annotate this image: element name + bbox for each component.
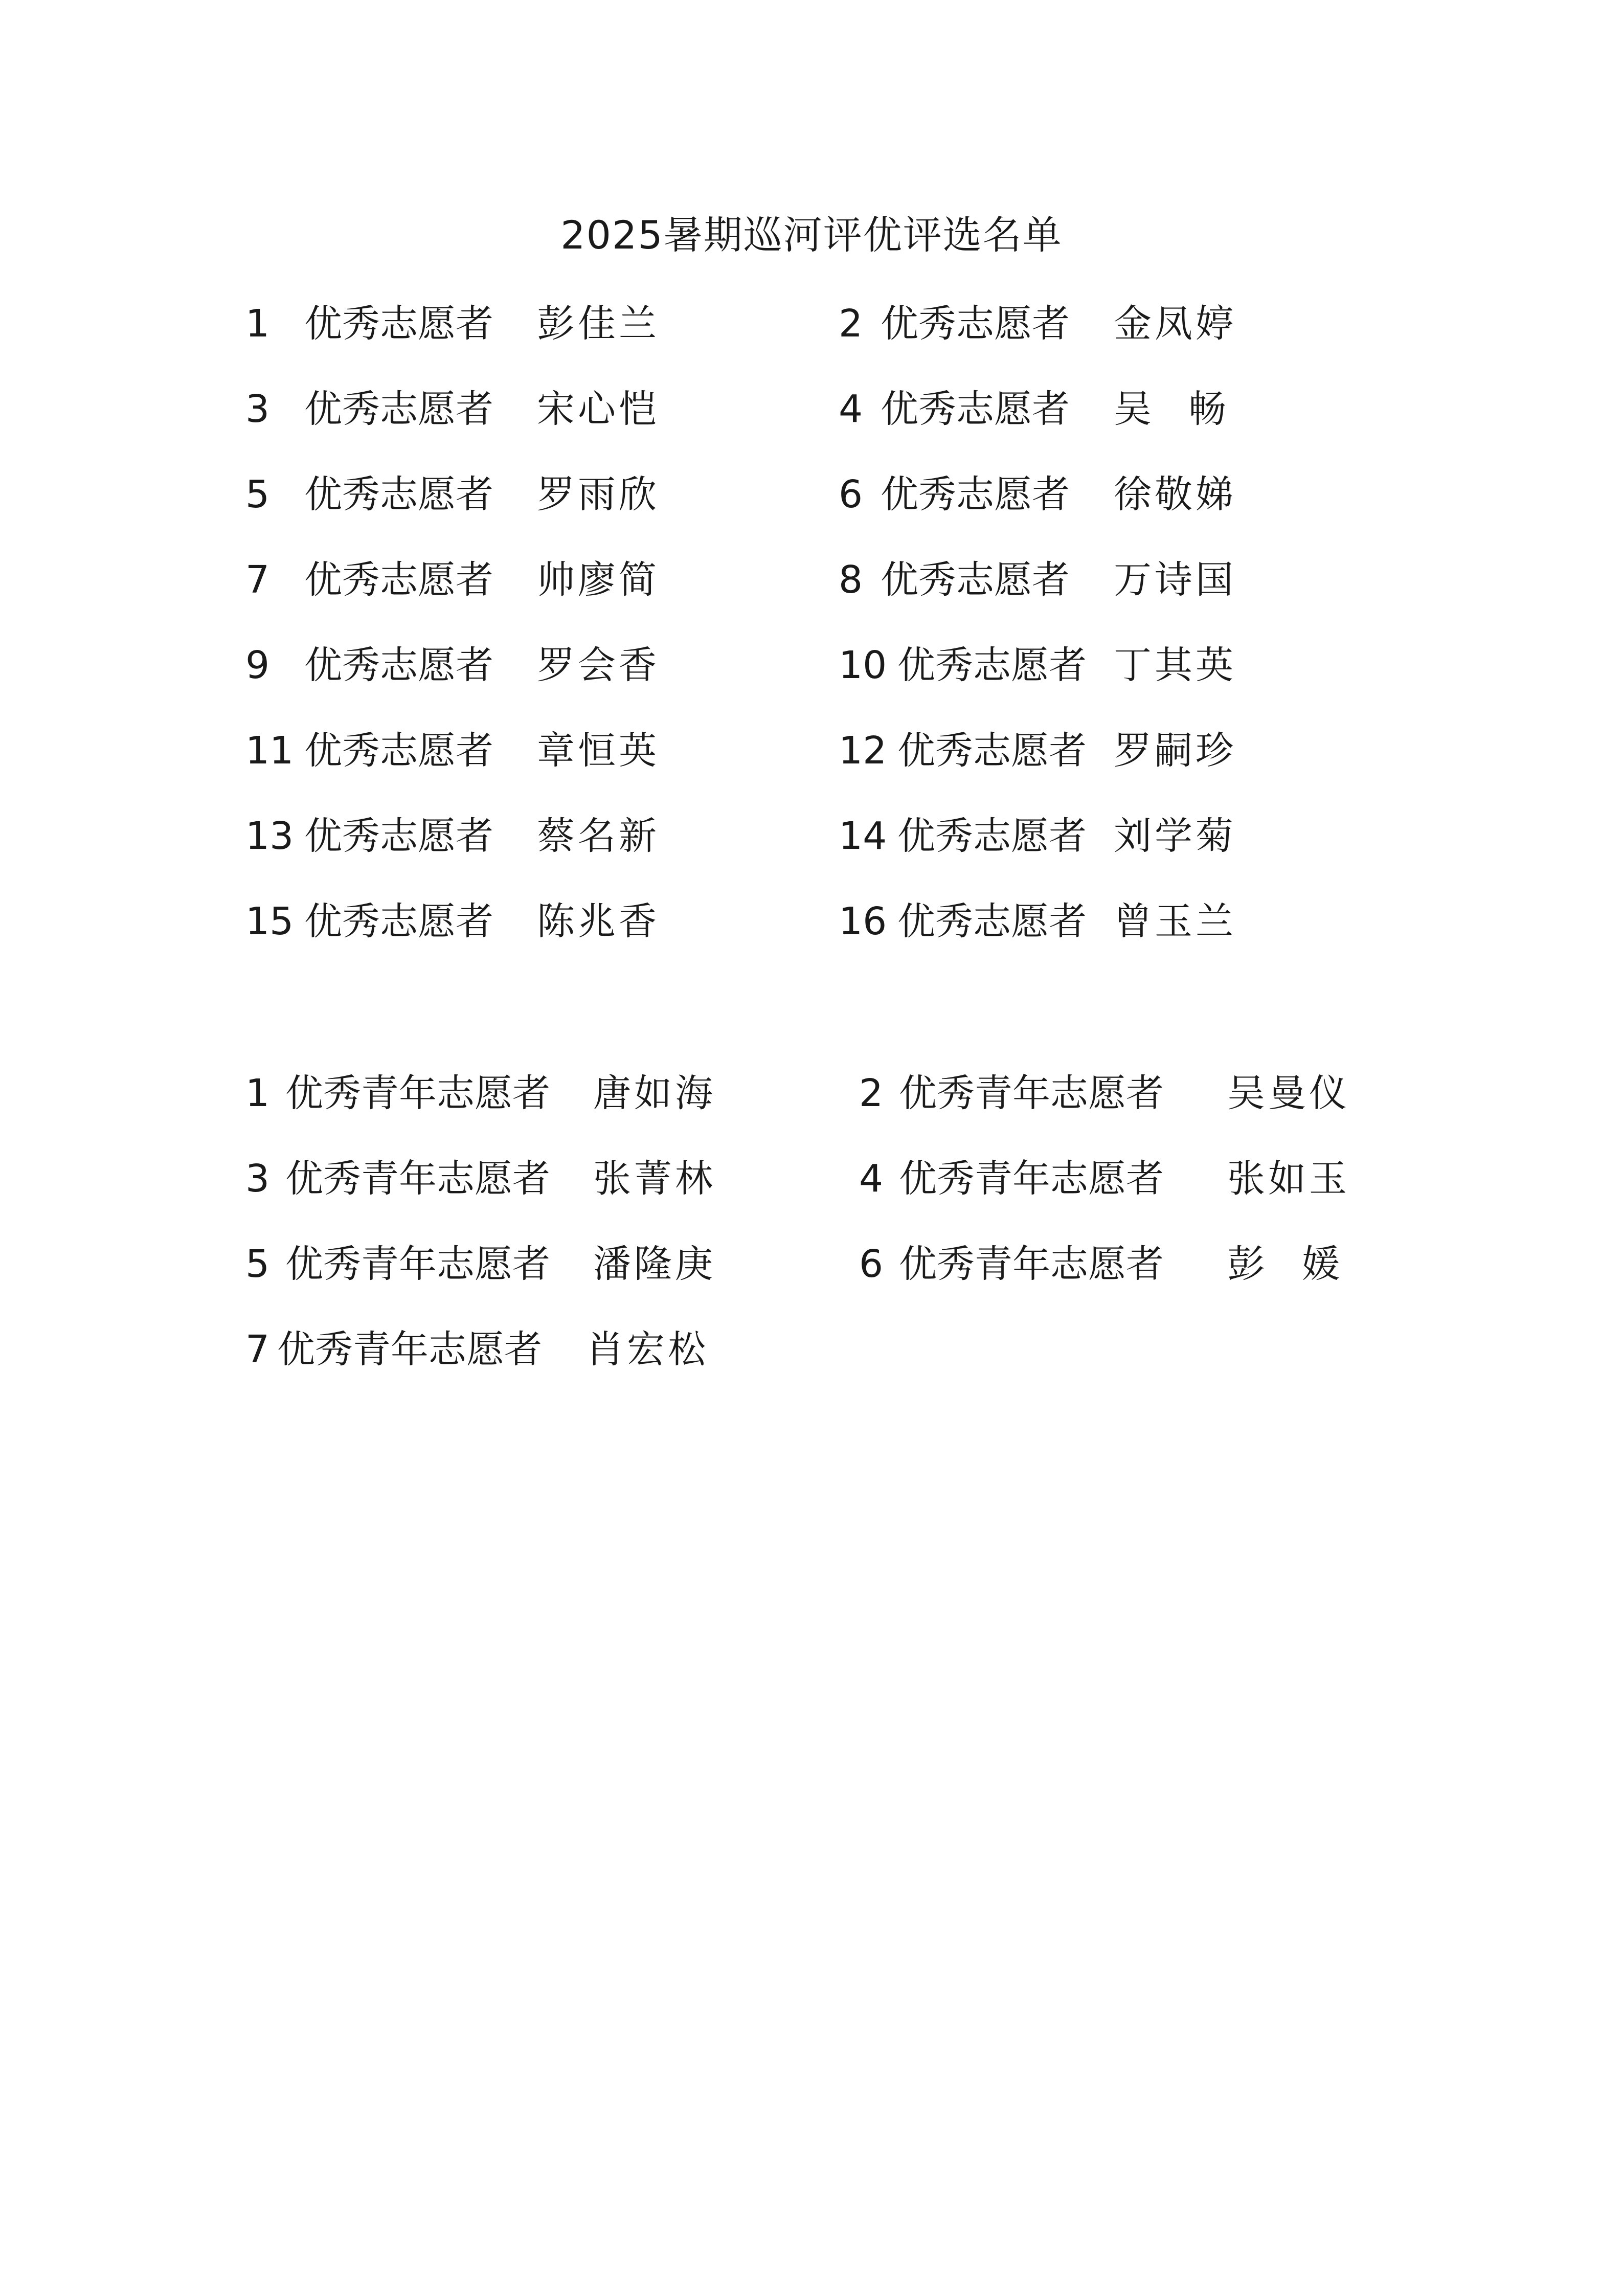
item-number: 3 [245,1157,270,1201]
item-award: 优秀志愿者 [881,302,1070,346]
item-name: 蔡名新 [537,814,660,858]
item-award: 优秀志愿者 [304,643,493,687]
item-number: 4 [859,1157,884,1201]
item-name: 丁其英 [1114,643,1236,687]
item-number: 15 [245,899,294,943]
item-name: 罗会香 [537,643,660,687]
item-name: 张菁林 [593,1157,716,1201]
item-number: 13 [245,814,294,858]
item-award: 优秀志愿者 [304,899,493,943]
item-number: 3 [245,387,270,431]
item-number: 10 [839,643,887,687]
item-name: 彭佳兰 [537,302,660,346]
item-award: 优秀志愿者 [304,302,493,346]
item-name: 帅廖简 [537,558,660,602]
item-name: 彭媛 [1227,1242,1377,1286]
item-number: 2 [859,1071,884,1115]
item-name: 金凤婷 [1114,302,1236,346]
item-name: 宋心恺 [537,387,660,431]
item-number: 7 [245,1327,270,1371]
item-number: 7 [245,558,270,602]
item-number: 11 [245,729,294,773]
item-name: 罗嗣珍 [1114,729,1236,773]
item-award: 优秀志愿者 [304,729,493,773]
item-award: 优秀青年志愿者 [285,1242,550,1286]
item-number: 1 [245,302,270,346]
item-award: 优秀志愿者 [897,899,1087,943]
item-number: 6 [839,472,863,516]
item-award: 优秀志愿者 [897,729,1087,773]
item-number: 12 [839,729,887,773]
item-name: 陈兆香 [537,899,660,943]
item-number: 14 [839,814,887,858]
item-name: 徐敬娣 [1114,472,1236,516]
item-number: 5 [245,1242,270,1286]
item-name: 吴曼仪 [1227,1071,1350,1115]
item-award: 优秀志愿者 [897,814,1087,858]
item-name: 吴畅 [1114,387,1263,431]
item-award: 优秀青年志愿者 [285,1071,550,1115]
item-award: 优秀志愿者 [881,472,1070,516]
item-name: 唐如海 [593,1071,716,1115]
item-name: 刘学菊 [1114,814,1236,858]
item-number: 2 [839,302,863,346]
item-number: 6 [859,1242,884,1286]
item-name: 曾玉兰 [1114,899,1236,943]
item-award: 优秀志愿者 [304,814,493,858]
item-award: 优秀志愿者 [304,472,493,516]
item-award: 优秀青年志愿者 [285,1157,550,1201]
item-number: 5 [245,472,270,516]
item-number: 8 [839,558,863,602]
item-name: 潘隆庚 [593,1242,716,1286]
item-name: 张如玉 [1227,1157,1350,1201]
item-award: 优秀青年志愿者 [899,1071,1164,1115]
item-award: 优秀青年志愿者 [899,1242,1164,1286]
item-award: 优秀志愿者 [881,558,1070,602]
item-number: 16 [839,899,887,943]
item-award: 优秀志愿者 [881,387,1070,431]
item-award: 优秀志愿者 [304,387,493,431]
item-award: 优秀青年志愿者 [899,1157,1164,1201]
page-title: 2025暑期巡河评优评选名单 [560,212,1063,258]
item-number: 1 [245,1071,270,1115]
item-award: 优秀志愿者 [304,558,493,602]
item-name: 肖宏松 [586,1327,709,1371]
item-name: 罗雨欣 [537,472,660,516]
item-number: 9 [245,643,270,687]
item-name: 万诗国 [1114,558,1236,602]
item-award: 优秀志愿者 [897,643,1087,687]
item-number: 4 [839,387,863,431]
item-name: 章恒英 [537,729,660,773]
item-award: 优秀青年志愿者 [277,1327,542,1371]
